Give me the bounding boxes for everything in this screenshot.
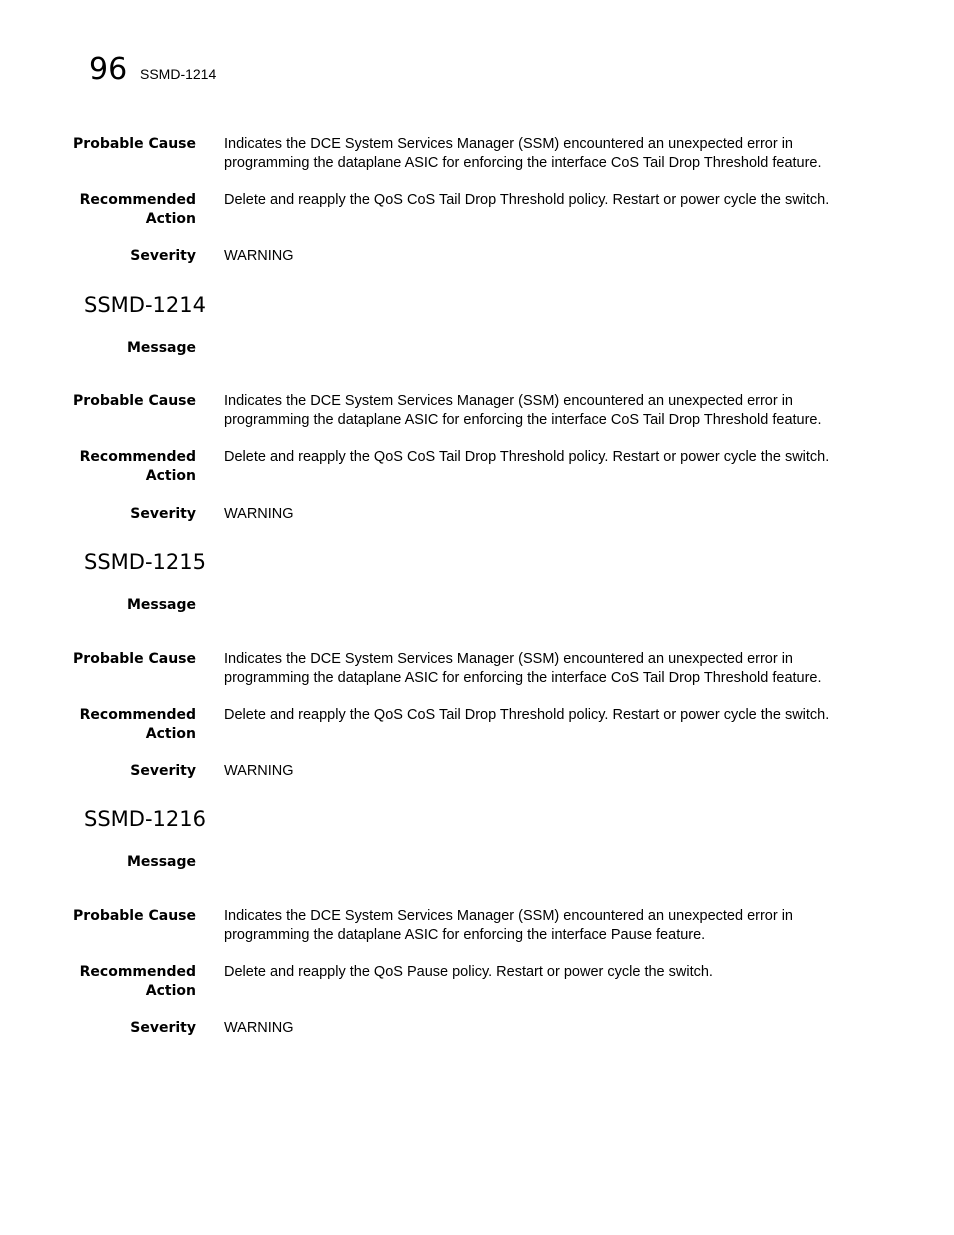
recommended-action-text: Delete and reapply the QoS CoS Tail Drop Threshold policy. Restart or power cycle the switch.	[224, 707, 830, 723]
action-label-line: Action	[145, 983, 196, 999]
severity-label: Severity	[130, 763, 196, 779]
recommended-action-label	[46, 191, 196, 229]
recommended-action-label	[46, 963, 196, 1001]
action-label-line: Action	[145, 468, 196, 484]
probable-cause-label: Probable Cause	[73, 651, 196, 667]
probable-cause-line: Indicates the DCE System Services Manager (SSM) encountered an unexpected error in	[224, 136, 793, 152]
recommended-action-label	[46, 448, 196, 486]
probable-cause-label: Probable Cause	[73, 136, 196, 152]
recommended-label-line: Recommended	[79, 707, 196, 723]
page-number: 96	[89, 52, 128, 87]
probable-cause-line: programming the dataplane ASIC for enforcing the interface CoS Tail Drop Threshold feature.	[224, 412, 822, 428]
probable-cause-line: programming the dataplane ASIC for enforcing the interface CoS Tail Drop Threshold feature.	[224, 670, 822, 686]
message-label: Message	[126, 854, 196, 870]
recommended-label-line: Recommended	[79, 192, 196, 208]
probable-cause-text	[224, 392, 849, 430]
severity-value: WARNING	[224, 763, 294, 779]
recommended-action-label	[46, 706, 196, 744]
recommended-label-line: Recommended	[79, 964, 196, 980]
running-title: SSMD-1214	[140, 66, 217, 82]
recommended-action-text: Delete and reapply the QoS CoS Tail Drop Threshold policy. Restart or power cycle the switch.	[224, 192, 830, 208]
severity-value: WARNING	[224, 506, 294, 522]
probable-cause-line: Indicates the DCE System Services Manager (SSM) encountered an unexpected error in	[224, 393, 793, 409]
severity-label: Severity	[130, 1020, 196, 1036]
action-label-line: Action	[145, 211, 196, 227]
message-label: Message	[126, 340, 196, 356]
severity-value: WARNING	[224, 248, 294, 264]
probable-cause-line: Indicates the DCE System Services Manager (SSM) encountered an unexpected error in	[224, 908, 793, 924]
section-title: SSMD-1216	[84, 807, 206, 831]
section-title: SSMD-1214	[84, 293, 206, 317]
probable-cause-text	[224, 135, 849, 173]
recommended-action-text: Delete and reapply the QoS CoS Tail Drop Threshold policy. Restart or power cycle the switch.	[224, 449, 830, 465]
probable-cause-text	[224, 650, 849, 688]
probable-cause-label: Probable Cause	[73, 393, 196, 409]
severity-value: WARNING	[224, 1020, 294, 1036]
probable-cause-text	[224, 907, 849, 945]
severity-label: Severity	[130, 506, 196, 522]
probable-cause-line: programming the dataplane ASIC for enforcing the interface CoS Tail Drop Threshold feature.	[224, 155, 822, 171]
probable-cause-line: Indicates the DCE System Services Manager (SSM) encountered an unexpected error in	[224, 651, 793, 667]
recommended-action-text: Delete and reapply the QoS Pause policy. Restart or power cycle the switch.	[224, 964, 713, 980]
action-label-line: Action	[145, 726, 196, 742]
severity-label: Severity	[130, 248, 196, 264]
probable-cause-line: programming the dataplane ASIC for enforcing the interface Pause feature.	[224, 927, 706, 943]
recommended-label-line: Recommended	[79, 449, 196, 465]
probable-cause-label: Probable Cause	[73, 908, 196, 924]
message-label: Message	[126, 597, 196, 613]
section-title: SSMD-1215	[84, 550, 206, 574]
